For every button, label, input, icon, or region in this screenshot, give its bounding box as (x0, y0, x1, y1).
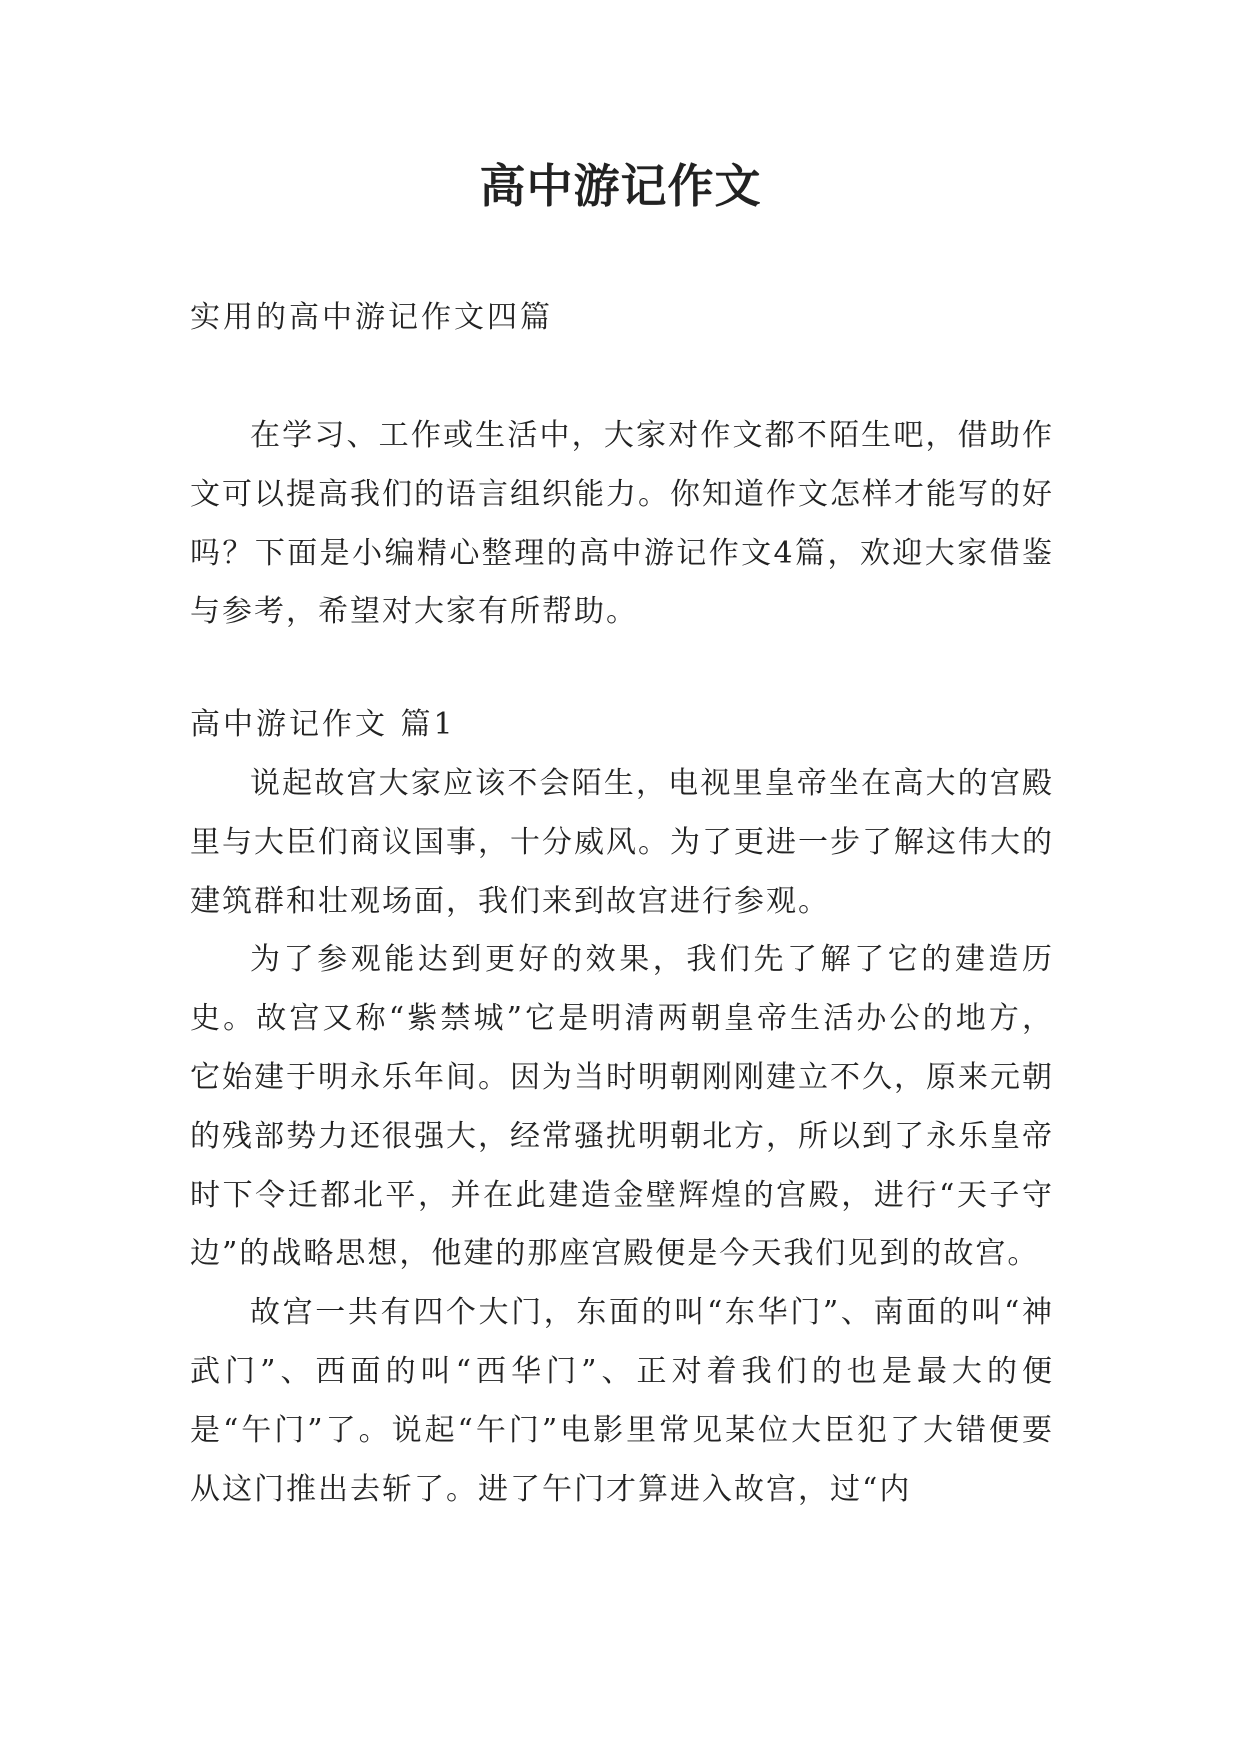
document-subtitle: 实用的高中游记作文四篇 (190, 300, 553, 335)
section-heading: 高中游记作文 篇1 (190, 707, 456, 742)
intro-section (190, 407, 1054, 642)
document-title: 高中游记作文 (479, 159, 762, 213)
body-paragraph-3: 故宫一共有四个大门，东面的叫“东华门”、南面的叫“神武门”、西面的叫“西华门”、正对着我们的也是最大的便是“午门”了。说起“午门”电影里常见某位大臣犯了大错便要从这门推出去斩了。进了午门才算进入故宫，过“内 (190, 1295, 1054, 1507)
article-section-1 (190, 703, 1054, 1519)
intro-paragraph: 在学习、工作或生活中，大家对作文都不陌生吧，借助作文可以提高我们的语言组织能力。你知道作文怎样才能写的好吗？下面是小编精心整理的高中游记作文4篇，欢迎大家借鉴与参考，希望对大家有所帮助。 (190, 418, 1054, 630)
body-paragraph-1: 说起故宫大家应该不会陌生，电视里皇帝坐在高大的宫殿里与大臣们商议国事，十分威风。为了更进一步了解这伟大的建筑群和壮观场面，我们来到故宫进行参观。 (190, 766, 1054, 919)
body-paragraph-2: 为了参观能达到更好的效果，我们先了解了它的建造历史。故宫又称“紫禁城”它是明清两朝皇帝生活办公的地方，它始建于明永乐年间。因为当时明朝刚刚建立不久，原来元朝的残部势力还很强大，经常骚扰明朝北方，所以到了永乐皇帝时下令迁都北平，并在此建造金壁辉煌的宫殿，进行“天子守边”的战略思想，他建的那座宫殿便是今天我们见到的故宫。 (190, 942, 1054, 1272)
